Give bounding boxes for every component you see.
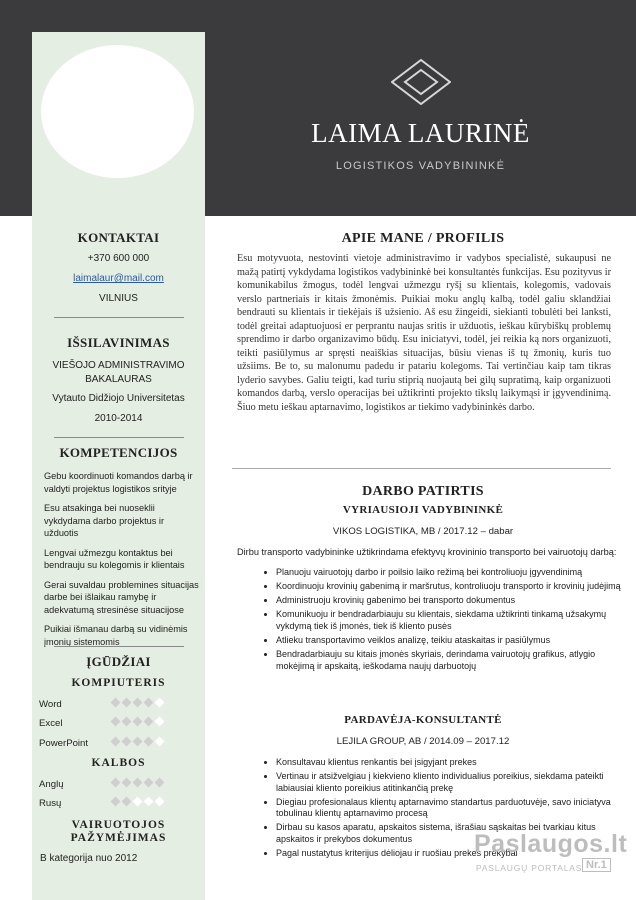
- skill-rating: [110, 698, 165, 709]
- rating-diamond-filled-icon: [155, 778, 165, 788]
- rating-diamond-filled-icon: [122, 698, 132, 708]
- rating-diamond-filled-icon: [111, 717, 121, 727]
- skill-rating: [110, 778, 165, 789]
- rating-diamond-filled-icon: [122, 797, 132, 807]
- competency-item: Gebu koordinuoti komandos darbą ir valdyti projektus logistikos srityje: [44, 471, 193, 494]
- job-description: Dirbu transporto vadybininke užtikrindama efektyvų krovininio transporto bei vairuotojų darbą:: [237, 547, 617, 557]
- license-subheading-line1: VAIRUOTOJOS: [71, 819, 166, 831]
- rating-diamond-filled-icon: [133, 778, 143, 788]
- education-degree-line2: BAKALAURAS: [85, 374, 152, 385]
- skill-rating: [110, 717, 165, 728]
- skill-label: PowerPoint: [39, 738, 89, 749]
- job-meta: VIKOS LOGISTIKA, MB / 2017.12 – dabar: [332, 526, 514, 537]
- computer-subheading: KOMPIUTERIS: [71, 677, 166, 689]
- divider: [54, 317, 184, 318]
- competency-item: Esu atsakinga bei nuoseklii vykdydama darbo projektus ir užduotis: [44, 503, 165, 538]
- languages-subheading: KALBOS: [91, 757, 146, 769]
- list-item: • Administruoju krovinių gabenimo bei transporto dokumentus: [276, 595, 621, 607]
- list-item: • Vertinau ir atsižvelgiau į kiekvieno kliento individualius poreikius, siekdama pateikti labiausiai kliento poreikius atitinkančią prekę: [276, 771, 621, 794]
- competency-item: Puikiai išmanau darbą su vidinėmis įmonių sistemomis: [44, 624, 188, 647]
- education-years: 2010-2014: [94, 413, 143, 424]
- person-name: LAIMA LAURINĖ: [311, 118, 530, 148]
- rating-diamond-empty-icon: [155, 698, 165, 708]
- watermark-tagline: PASLAUGŲ PORTALAS: [476, 863, 583, 873]
- rating-diamond-filled-icon: [144, 737, 154, 747]
- list-item: • Planuoju vairuotojų darbo ir poilsio laiko režimą bei kontroliuoju įgyvendinimą: [276, 567, 621, 579]
- skill-row-russian: [39, 797, 189, 811]
- list-item: • Komunikuoju ir bendradarbiauju su klientais, siekdama užtikrinti tinkamą užsakymų vykdymą tiek iš įmonės, tiek iš kliento pusės: [276, 609, 621, 632]
- skill-rating: [110, 737, 165, 748]
- rating-diamond-empty-icon: [155, 737, 165, 747]
- job-title: VYRIAUSIOJI VADYBININKĖ: [342, 504, 504, 516]
- contact-email-link[interactable]: laimalaur@mail.com: [73, 273, 164, 284]
- rating-diamond-filled-icon: [122, 717, 132, 727]
- rating-diamond-filled-icon: [111, 698, 121, 708]
- rating-diamond-filled-icon: [111, 778, 121, 788]
- list-item: • Koordinuoju krovinių gabenimą ir maršrutus, kontroliuoju transporto ir krovinių judėjimą: [276, 581, 621, 593]
- skill-row-excel: [39, 717, 189, 731]
- divider: [54, 646, 184, 647]
- rating-diamond-filled-icon: [111, 737, 121, 747]
- job-duties-list: [258, 567, 621, 675]
- rating-diamond-filled-icon: [144, 778, 154, 788]
- rating-diamond-filled-icon: [133, 717, 143, 727]
- diamond-logo-icon: [391, 59, 451, 105]
- list-item: • Atlieku transportavimo veiklos analizę, teikiu ataskaitas ir pasiūlymus: [276, 635, 621, 647]
- skill-label: Anglų: [39, 779, 64, 790]
- rating-diamond-empty-icon: [144, 797, 154, 807]
- rating-diamond-filled-icon: [144, 717, 154, 727]
- skill-label: Word: [39, 699, 62, 710]
- experience-heading: DARBO PATIRTIS: [362, 484, 484, 499]
- education-heading: IŠSILAVINIMAS: [67, 335, 170, 350]
- license-subheading-line2: PAŽYMĖJIMAS: [70, 832, 167, 844]
- job-title: PARDAVĖJA-KONSULTANTĖ: [344, 714, 502, 726]
- contact-phone: +370 600 000: [87, 253, 150, 264]
- rating-diamond-filled-icon: [122, 737, 132, 747]
- rating-diamond-filled-icon: [111, 797, 121, 807]
- rating-diamond-filled-icon: [133, 698, 143, 708]
- list-item: • Diegiau profesionalaus klientų aptarnavimo standartus parduotuvėje, savo iniciatyva tobulinau klientų aptarnavimo procesą: [276, 797, 621, 820]
- watermark-rank: Nr.1: [582, 858, 611, 872]
- photo-placeholder: [41, 45, 194, 178]
- rating-diamond-empty-icon: [133, 797, 143, 807]
- competency-item: Lengvai užmezgu kontaktus bei bendrauju su kolegomis ir klientais: [44, 547, 185, 570]
- rating-diamond-filled-icon: [133, 737, 143, 747]
- education-school: Vytauto Didžiojo Universitetas: [52, 393, 185, 404]
- about-text: Esu motyvuota, nestovinti vietoje administravimo ir vadybos specialistė, sukaupusi ne mažą patirtį vykdydama logistikos vadybininkė bei konsultantės funkcijas. Esu pozityvus ir komunikabilus žmogus, todėl lengvai užmezgu ryšį su klientais, kolegomis, vadovais verslo partneriais ir kitais žmonėmis. Puikiai moku anglų kalbą, todėl galiu sklandžiai bendrauti su klientais ir tiekėjais iš užsienio. Aš esu žingeidi, siekianti tobulėti bei lanksti, todėl greitai adaptuojuosi er perprantu naujas sritis ir užduotis, ieškau kūrybiškų problemų sprendimo ir darbo organizavimo būdų. Esu iniciatyvi, todėl, jei reikia ką nors organizuoti, teikti pasiūlymus ar spręsti neaiškias situacijas, būsiu vienas iš tų žmonių, kuris tuo užsiims. Be to, su malonumu padedu ir patariu kolegoms. Tai vertinčiau kaip tam tikras lyderio savybes. Galiu teigti, kad turiu stiprią nuojautą bei gilų supratimą, kaip organizuoti komandos darbą, verslo operacijas bei užtikrinti projekto tikslų laikymąsi ir įgyvendinimą. Šiuo metu ieškau aptarnavimo, logistikos ar tiekimo vadybininkės darbo.: [237, 253, 611, 413]
- license-text: B kategorija nuo 2012: [40, 853, 138, 864]
- skill-row-english: [39, 778, 189, 792]
- about-heading: APIE MANE / PROFILIS: [341, 231, 505, 246]
- list-item: • Pagal nustatytus kriterijus dėliojau ir ruošiau prekes prekybai: [276, 848, 621, 860]
- competencies-heading: KOMPETENCIJOS: [59, 445, 178, 460]
- competencies-list: [44, 470, 199, 655]
- rating-diamond-filled-icon: [122, 778, 132, 788]
- skill-label: Rusų: [39, 798, 62, 809]
- education-degree-line1: VIEŠOJO ADMINISTRAVIMO: [52, 360, 185, 371]
- skill-row-powerpoint: [39, 737, 189, 751]
- competency-item: Gerai suvaldau problemines situacijas darbe bei išlaikau ramybę ir adekvatumą stresinėse situacijose: [44, 579, 199, 615]
- contacts-heading: KONTAKTAI: [77, 230, 160, 245]
- list-item: • Konsultavau klientus renkantis bei įsigyjant prekes: [276, 757, 621, 769]
- rating-diamond-empty-icon: [155, 717, 165, 727]
- skills-heading: ĮGŪDŽIAI: [86, 654, 151, 669]
- watermark-brand: Paslaugos.lt: [474, 830, 628, 858]
- rating-diamond-empty-icon: [155, 797, 165, 807]
- skill-row-word: [39, 698, 189, 712]
- contact-city: VILNIUS: [99, 293, 138, 304]
- watermark: [470, 830, 632, 878]
- section-divider: [232, 468, 611, 469]
- person-role: LOGISTIKOS VADYBININKĖ: [335, 160, 506, 172]
- skill-label: Excel: [39, 718, 63, 729]
- rating-diamond-filled-icon: [144, 698, 154, 708]
- skill-rating: [110, 797, 165, 808]
- divider: [54, 437, 184, 438]
- job-meta: LEJILA GROUP, AB / 2014.09 – 2017.12: [336, 736, 510, 747]
- list-item: • Bendradarbiauju su kitais įmonės skyriais, derindama vairuotojų grafikus, atlygio mokėjimą ir apskaitą, ieškodama naujų darbuotojų: [276, 649, 621, 672]
- list-item: • Dirbau su kasos aparatu, apskaitos sistema, išrašiau sąskaitas bei tvarkiau kitus apskaitos ir prekybos dokumentus: [276, 822, 621, 845]
